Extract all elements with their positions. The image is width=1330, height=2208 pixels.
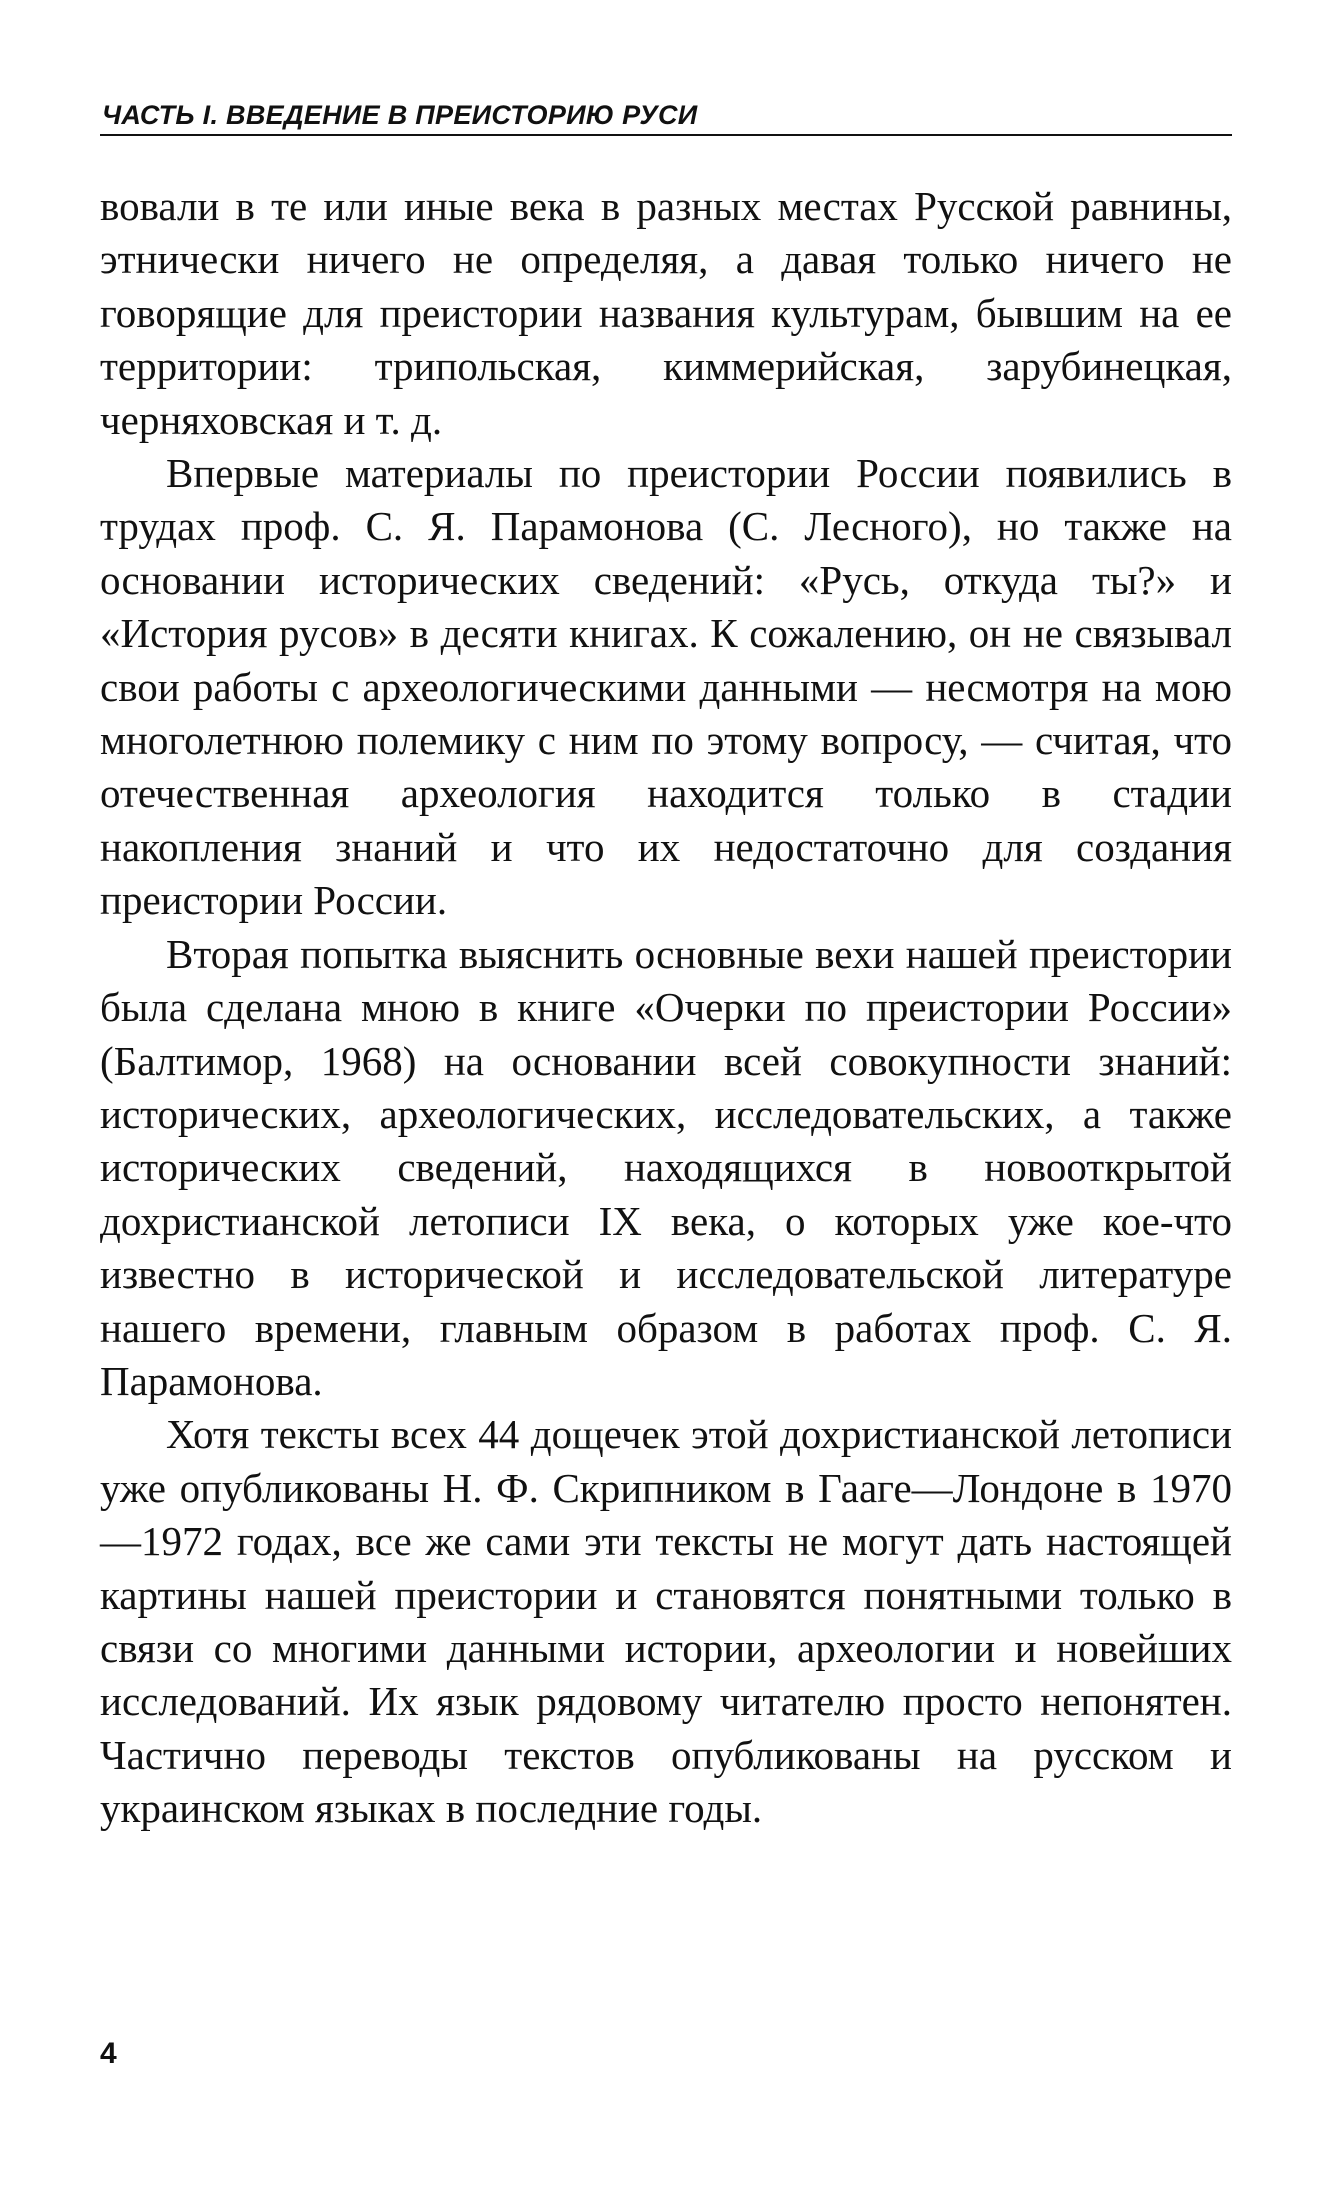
paragraph-second-attempt: Вторая попытка выяснить основные вехи нашей преистории была сделана мною в книге «Очерки по преистории России» (Балтимор, 1968) на основании всей совокупности знаний: исторических, археологических, исследовательских, а также исторических сведений, находящихся в новооткрытой дохристианской летописи IX века, о которых уже кое-что известно в исторической и исследовательской литературе нашего времени, главным образом в работах проф. С. Я. Парамонова. xyxy=(100,930,1232,1404)
running-header-title: ЧАСТЬ I. ВВЕДЕНИЕ В ПРЕИСТОРИЮ РУСИ xyxy=(102,100,698,130)
running-header xyxy=(100,96,1232,136)
paragraph-44-tablets: Хотя тексты всех 44 дощечек этой дохристианской летописи уже опубликованы Н. Ф. Скрипником в Гааге—Лондоне в 1970—1972 годах, все же сами эти тексты не могут дать настоящей картины нашей преистории и становятся понятными только в связи со многими данными истории, археологии и новейших исследований. Их язык рядовому читателю просто непонятен. Частично переводы текстов опубликованы на русском и украинском языках в последние годы. xyxy=(100,1411,1232,1832)
paragraph-continuation: вовали в те или иные века в разных местах Русской равнины, этнически ничего не определяя, а давая только ничего не говорящие для преистории названия культурам, бывшим на ее территории: трипольская, киммерийская, зарубинецкая, черняховская и т. д. xyxy=(100,183,1232,443)
paragraph-paramonov-materials: Впервые материалы по преистории России появились в трудах проф. С. Я. Парамонова (С. Лесного), но также на основании исторических сведений: «Русь, откуда ты?» и «История русов» в десяти книгах. К сожалению, он не связывал свои работы с археологическими данными — несмотря на мою многолетнюю полемику с ним по этому вопросу, — считая, что отечественная археология находится только в стадии накопления знаний и что их недостаточно для создания преистории России. xyxy=(100,450,1232,924)
body-text xyxy=(100,180,1232,1836)
page-number: 4 xyxy=(100,2037,117,2070)
